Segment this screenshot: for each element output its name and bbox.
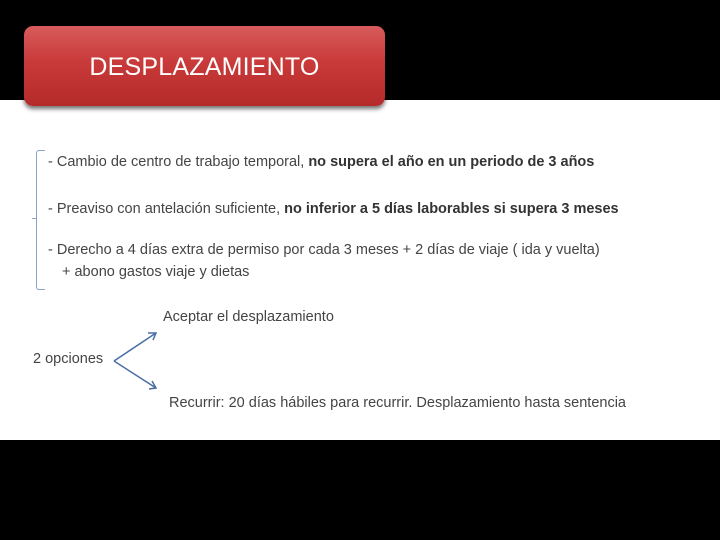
option-accept: Aceptar el desplazamiento: [163, 309, 334, 325]
slide-title: DESPLAZAMIENTO: [89, 53, 320, 81]
item-extra-days: [48, 242, 600, 258]
item-text: - Derecho a 4 días extra de permiso por cada 3 meses + 2 días de viaje ( ida y vuelta): [48, 242, 600, 258]
item-text: - Cambio de centro de trabajo temporal,: [48, 154, 309, 170]
option-appeal: Recurrir: 20 días hábiles para recurrir. Desplazamiento hasta sentencia: [169, 395, 626, 411]
arrow-up-line: [114, 333, 156, 361]
title-banner: [24, 26, 385, 106]
item-text: + abono gastos viaje y dietas: [62, 264, 250, 280]
arrow-down-line: [114, 361, 156, 388]
left-bracket: [36, 150, 45, 290]
branch-arrows-icon: [110, 330, 170, 392]
item-expenses: [62, 264, 249, 280]
item-text: - Preaviso con antelación suficiente,: [48, 201, 285, 217]
item-notice: [48, 201, 619, 217]
item-change-workplace: [48, 154, 594, 170]
item-bold-text: no supera el año en un periodo de 3 años: [308, 154, 595, 170]
options-label: 2 opciones: [33, 351, 104, 367]
item-bold-text: no inferior a 5 días laborables si supera 3 meses: [284, 201, 619, 217]
bracket-tick: [32, 218, 37, 219]
